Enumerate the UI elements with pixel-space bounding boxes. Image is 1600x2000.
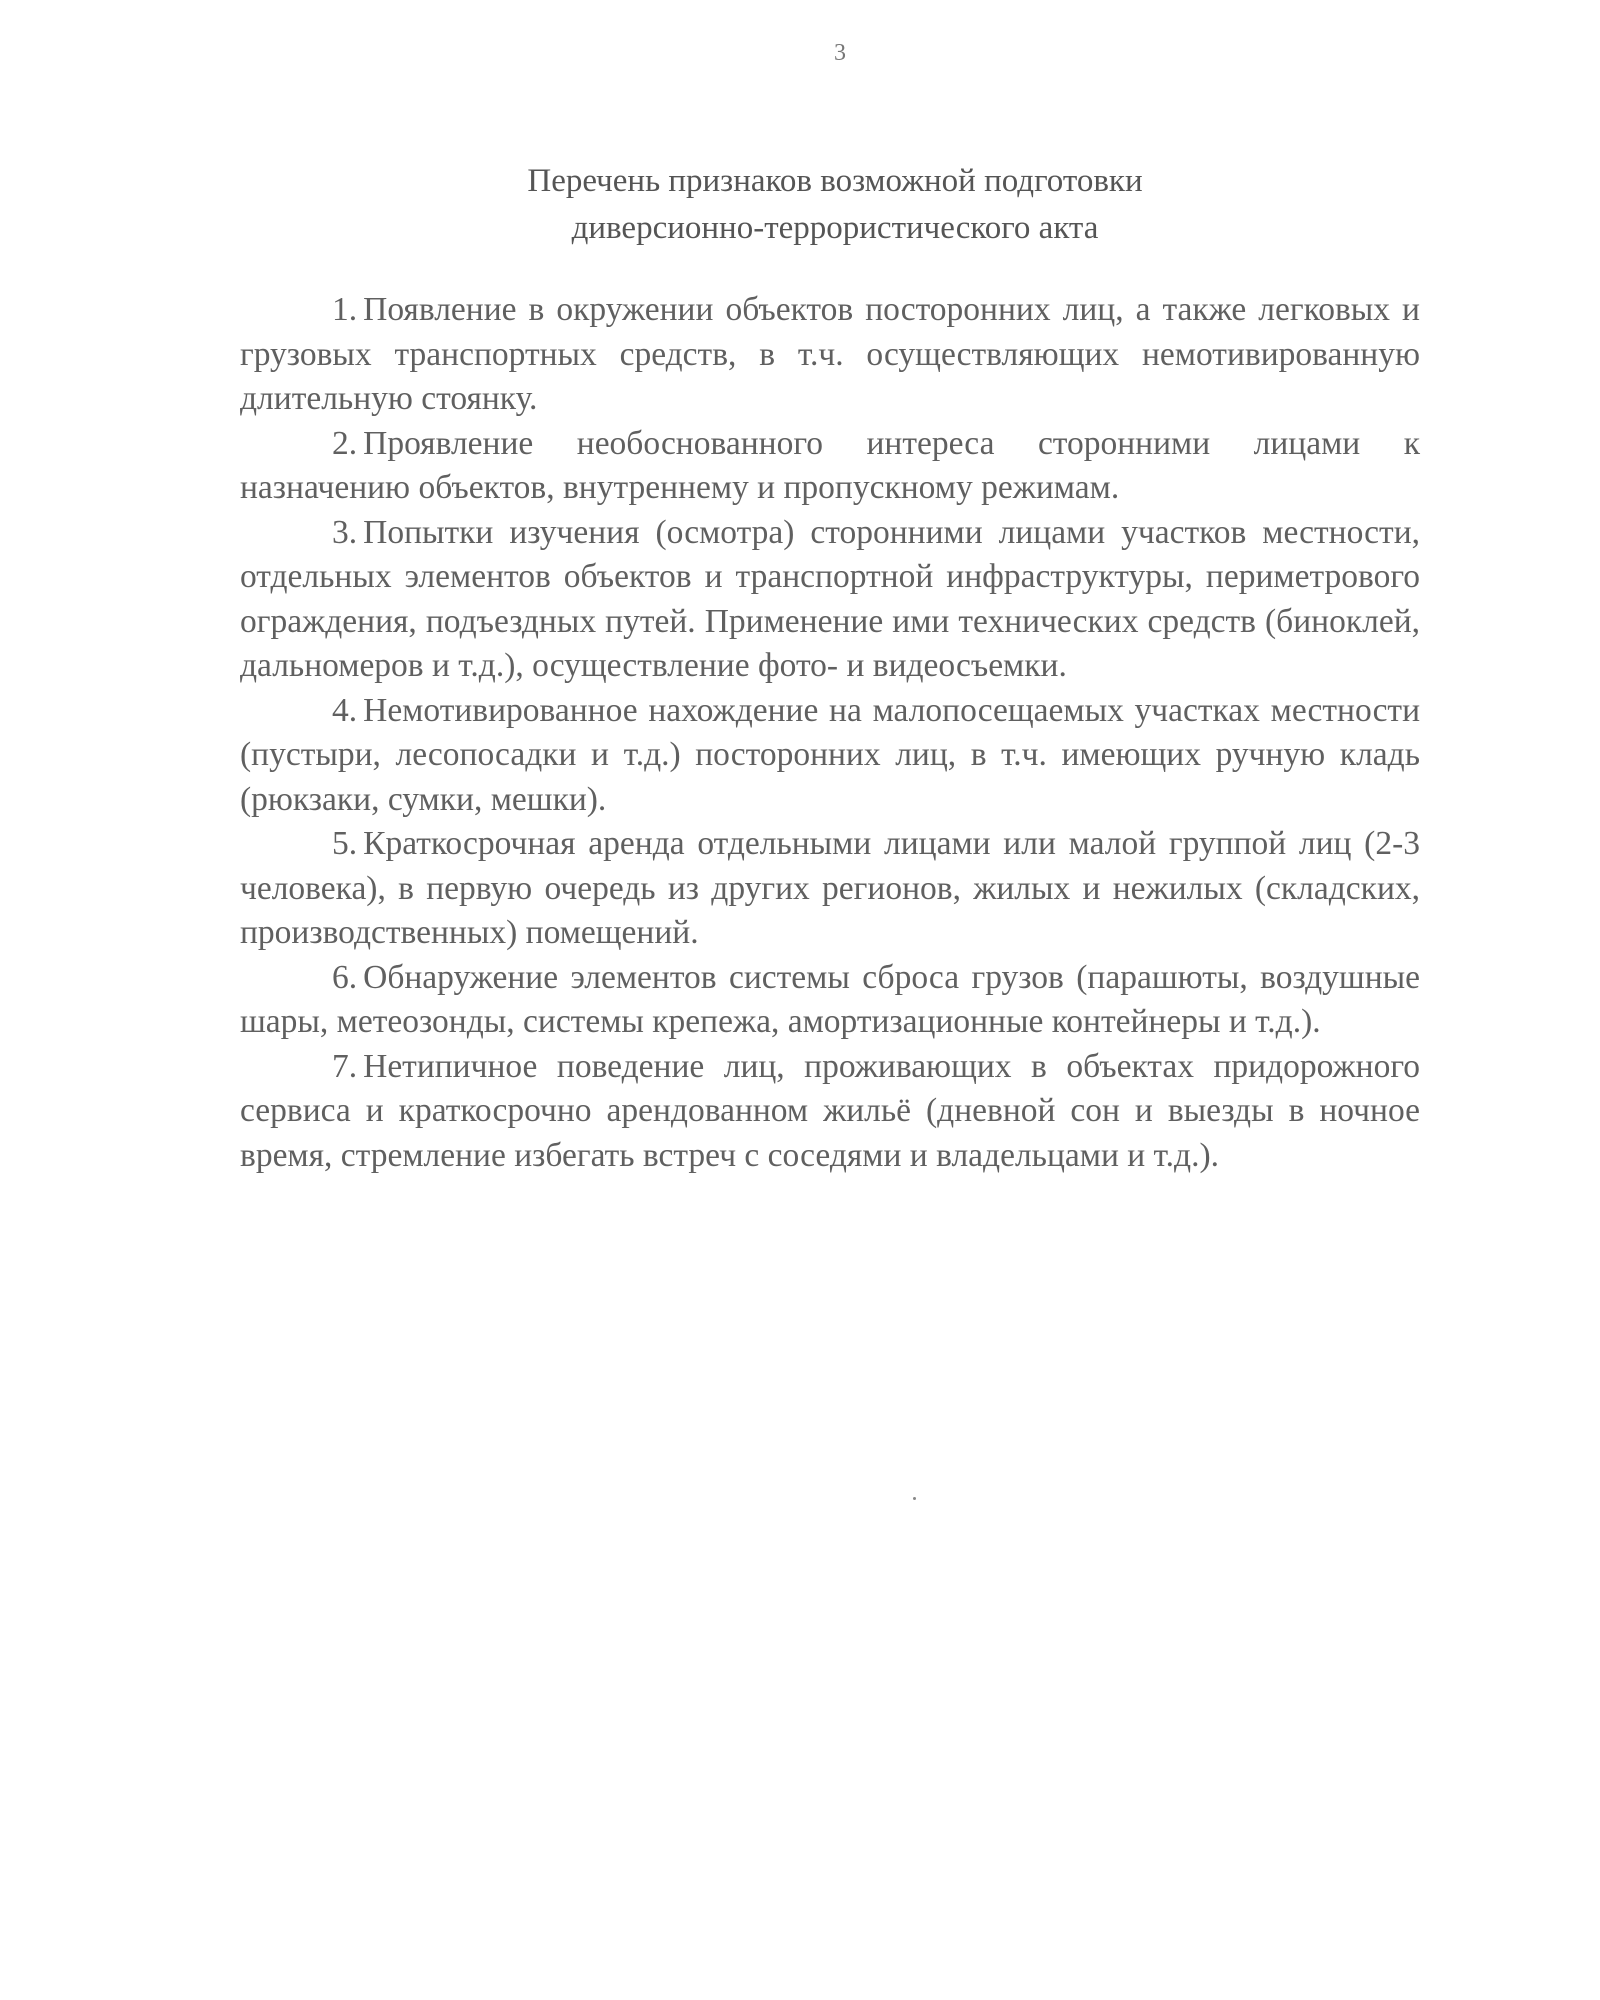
list-item-number: 6.	[332, 958, 358, 996]
signs-list	[240, 288, 1420, 1178]
page-number: 3	[834, 40, 846, 66]
list-item-text: Нетипичное поведение лиц, проживающих в объектах придорожного сервиса и краткосрочно арендованном жильё (дневной сон и выезды в ночное время, стремление избегать встреч с соседями и владельцами и т.д.).	[240, 1047, 1420, 1174]
list-item-3	[240, 511, 1420, 689]
list-item-number: 1.	[332, 291, 358, 328]
list-item-number: 4.	[332, 691, 358, 729]
list-item-text: Краткосрочная аренда отдельными лицами или малой группой лиц (2-3 человека), в первую очередь из других регионов, жилых и нежилых (складских, производственных) помещений.	[240, 825, 1420, 951]
scan-speck	[913, 1497, 916, 1500]
list-item-4	[240, 689, 1420, 823]
list-item-number: 5.	[332, 825, 358, 862]
list-item-text: Появление в окружении объектов посторонних лиц, а также легковых и грузовых транспортных средств, в т.ч. осуществляющих немотивированную длительную стоянку.	[240, 291, 1420, 417]
list-item-7	[240, 1045, 1420, 1179]
list-item-1	[240, 288, 1420, 422]
list-item-5	[240, 822, 1420, 956]
list-item-number: 2.	[332, 424, 358, 462]
list-item-2	[240, 422, 1420, 511]
list-item-number: 7.	[332, 1047, 358, 1085]
list-item-text: Обнаружение элементов системы сброса грузов (парашюты, воздушные шары, метеозонды, системы крепежа, амортизационные контейнеры и т.д.).	[240, 958, 1420, 1040]
document-title	[0, 158, 1600, 252]
title-line-1: Перечень признаков возможной подготовки	[527, 163, 1143, 199]
title-line-2: диверсионно-террористического акта	[571, 210, 1099, 246]
list-item-text: Немотивированное нахождение на малопосещаемых участках местности (пустыри, лесопосадки и т.д.) посторонних лиц, в т.ч. имеющих ручную кладь (рюкзаки, сумки, мешки).	[240, 691, 1420, 818]
list-item-6	[240, 956, 1420, 1045]
list-item-text: Попытки изучения (осмотра) сторонними лицами участков местности, отдельных элементов объектов и транспортной инфраструктуры, периметрового ограждения, подъездных путей. Применение ими технических средств (биноклей, дальномеров и т.д.), осуществление фото- и видеосъемки.	[240, 513, 1420, 684]
list-item-number: 3.	[332, 513, 358, 551]
list-item-text: Проявление необоснованного интереса сторонними лицами к назначению объектов, внутреннему и пропускному режимам.	[240, 424, 1420, 506]
